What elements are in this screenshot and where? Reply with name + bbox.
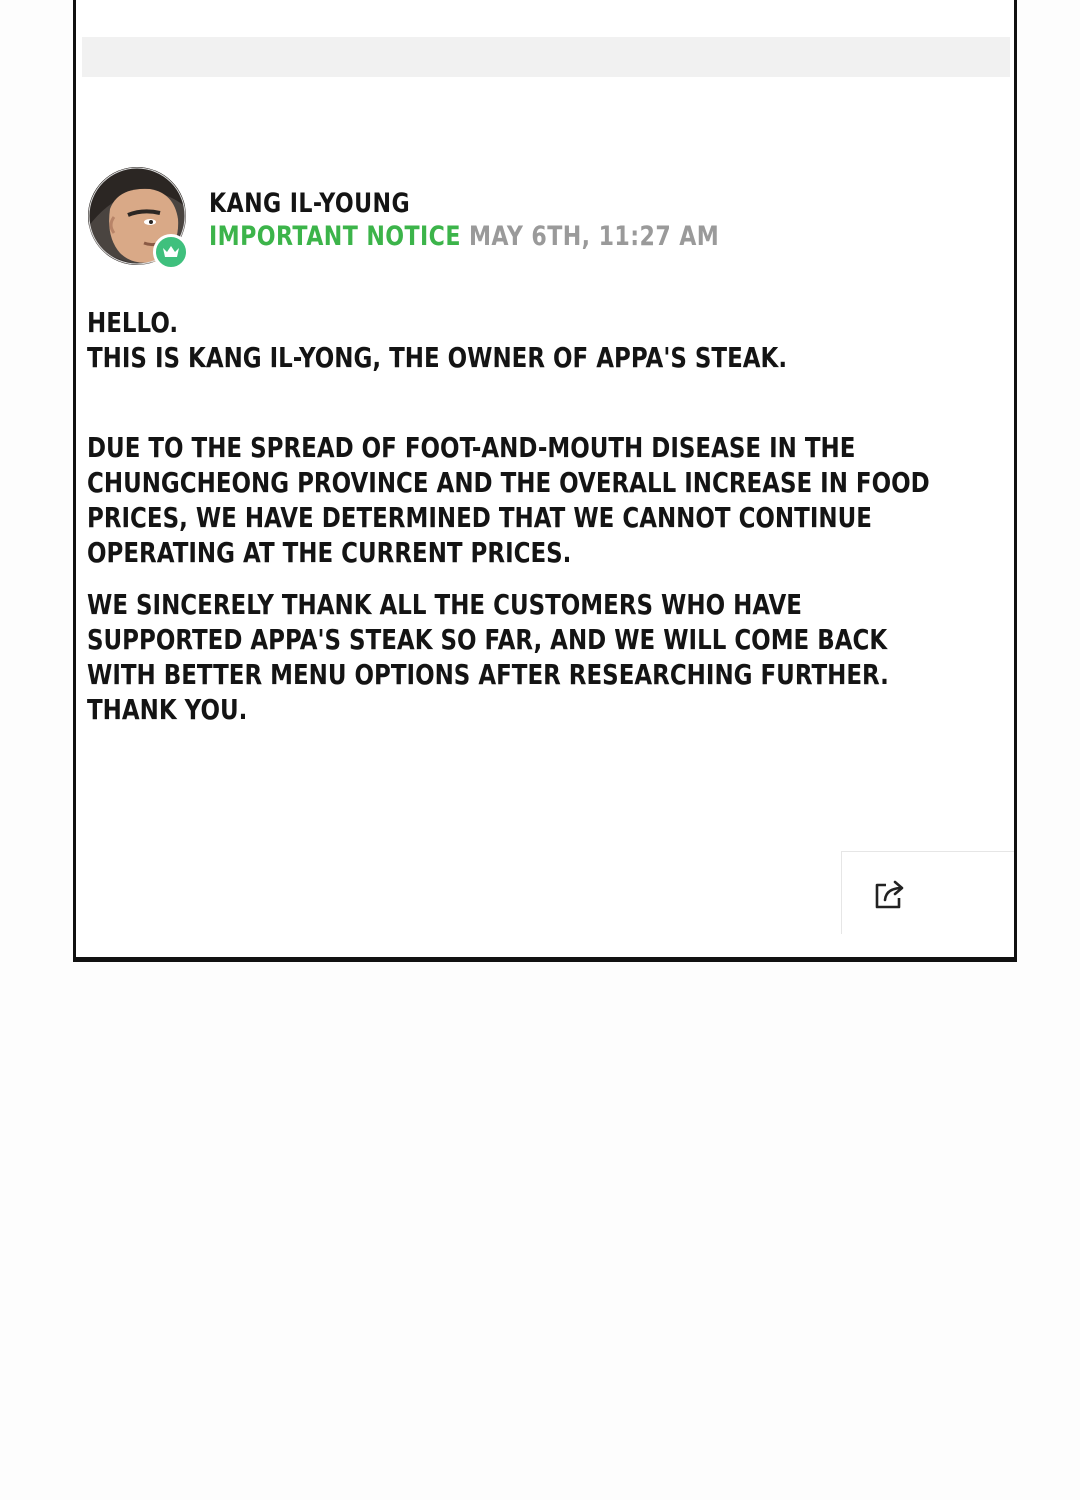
author-name[interactable]: KANG IL-YOUNG xyxy=(209,188,411,219)
body-line: HELLO. xyxy=(87,306,179,339)
body-line: WE SINCERELY THANK ALL THE CUSTOMERS WHO HAVE xyxy=(87,588,802,621)
notice-tag: IMPORTANT NOTICE xyxy=(209,221,461,252)
crown-icon xyxy=(153,234,189,270)
body-line: THANK YOU. xyxy=(87,693,248,726)
post-body xyxy=(87,305,932,727)
body-line: THIS IS KANG IL-YONG, THE OWNER OF APPA'S STEAK. xyxy=(87,341,788,374)
body-line: OPERATING AT THE CURRENT PRICES. xyxy=(87,536,572,569)
body-line: WITH BETTER MENU OPTIONS AFTER RESEARCHING FURTHER. xyxy=(87,658,889,691)
post-timestamp: MAY 6TH, 11:27 AM xyxy=(468,221,720,252)
notice-post-panel xyxy=(73,0,1017,962)
body-line: CHUNGCHEONG PROVINCE AND THE OVERALL INCREASE IN FOOD xyxy=(87,466,930,499)
share-button[interactable] xyxy=(841,851,1014,934)
body-line: PRICES, WE HAVE DETERMINED THAT WE CANNOT CONTINUE xyxy=(87,501,872,534)
body-line: SUPPORTED APPA'S STEAK SO FAR, AND WE WILL COME BACK xyxy=(87,623,888,656)
post-meta xyxy=(209,221,719,252)
body-line: DUE TO THE SPREAD OF FOOT-AND-MOUTH DISEASE IN THE xyxy=(87,431,856,464)
share-icon[interactable] xyxy=(872,876,908,912)
header-strip xyxy=(82,37,1010,77)
